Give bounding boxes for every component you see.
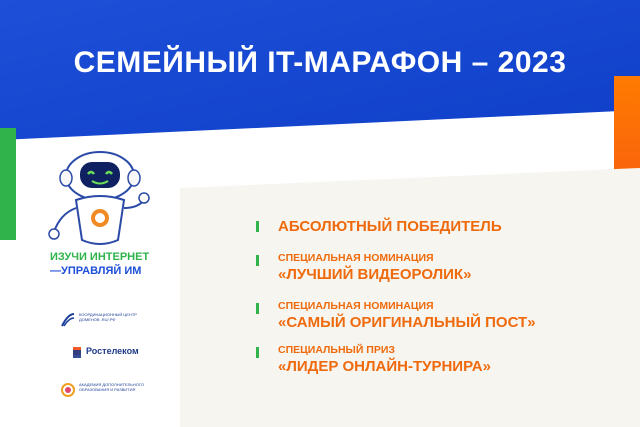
green-marker	[256, 255, 259, 266]
award-category: СПЕЦИАЛЬНАЯ НОМИНАЦИЯ	[278, 300, 434, 312]
coordination-center-text: КООРДИНАЦИОННЫЙ ЦЕНТР ДОМЕНОВ .RU/.РФ	[79, 312, 137, 322]
academy-text: АКАДЕМИЯ ДОПОЛНИТЕЛЬНОГО ОБРАЗОВАНИЯ И РАЗВИТИЯ	[79, 382, 144, 392]
green-accent-bar	[0, 128, 16, 240]
award-title: АБСОЛЮТНЫЙ ПОБЕДИТЕЛЬ	[278, 218, 502, 235]
award-category: СПЕЦИАЛЬНЫЙ ПРИЗ	[278, 344, 395, 356]
rostelecom-text: Ростелеком	[86, 346, 139, 356]
award-title: «ЛИДЕР ОНЛАЙН-ТУРНИРА»	[278, 358, 491, 375]
partner-logo-rostelecom	[72, 346, 152, 360]
award-item-online-tournament-leader	[256, 343, 616, 377]
award-title: «САМЫЙ ОРИГИНАЛЬНЫЙ ПОСТ»	[278, 314, 536, 331]
green-marker	[256, 303, 259, 314]
slogan	[50, 250, 190, 278]
coordination-center-logo-icon	[60, 312, 76, 328]
award-category: СПЕЦИАЛЬНАЯ НОМИНАЦИЯ	[278, 252, 434, 264]
slogan-part-highlight: ИНТЕРНЕТ	[89, 251, 150, 263]
award-item-original-post	[256, 299, 616, 333]
slogan-part: ИЗУЧИ	[50, 251, 90, 263]
partner-logo-academy	[60, 382, 160, 398]
page-title: СЕМЕЙНЫЙ IT-МАРАФОН – 2023	[73, 46, 567, 79]
robot-mascot-icon	[44, 148, 154, 258]
rostelecom-logo-icon	[72, 346, 84, 360]
slogan-line2: —УПРАВЛЯЙ ИМ	[50, 265, 142, 277]
academy-logo-icon	[60, 382, 76, 398]
award-item-best-video	[256, 251, 616, 285]
award-item-absolute-winner	[256, 217, 616, 237]
green-marker	[256, 221, 259, 232]
partner-logo-coordination-center	[60, 312, 150, 328]
award-title: «ЛУЧШИЙ ВИДЕОРОЛИК»	[278, 266, 472, 283]
awards-list	[256, 217, 616, 377]
green-marker	[256, 347, 259, 358]
